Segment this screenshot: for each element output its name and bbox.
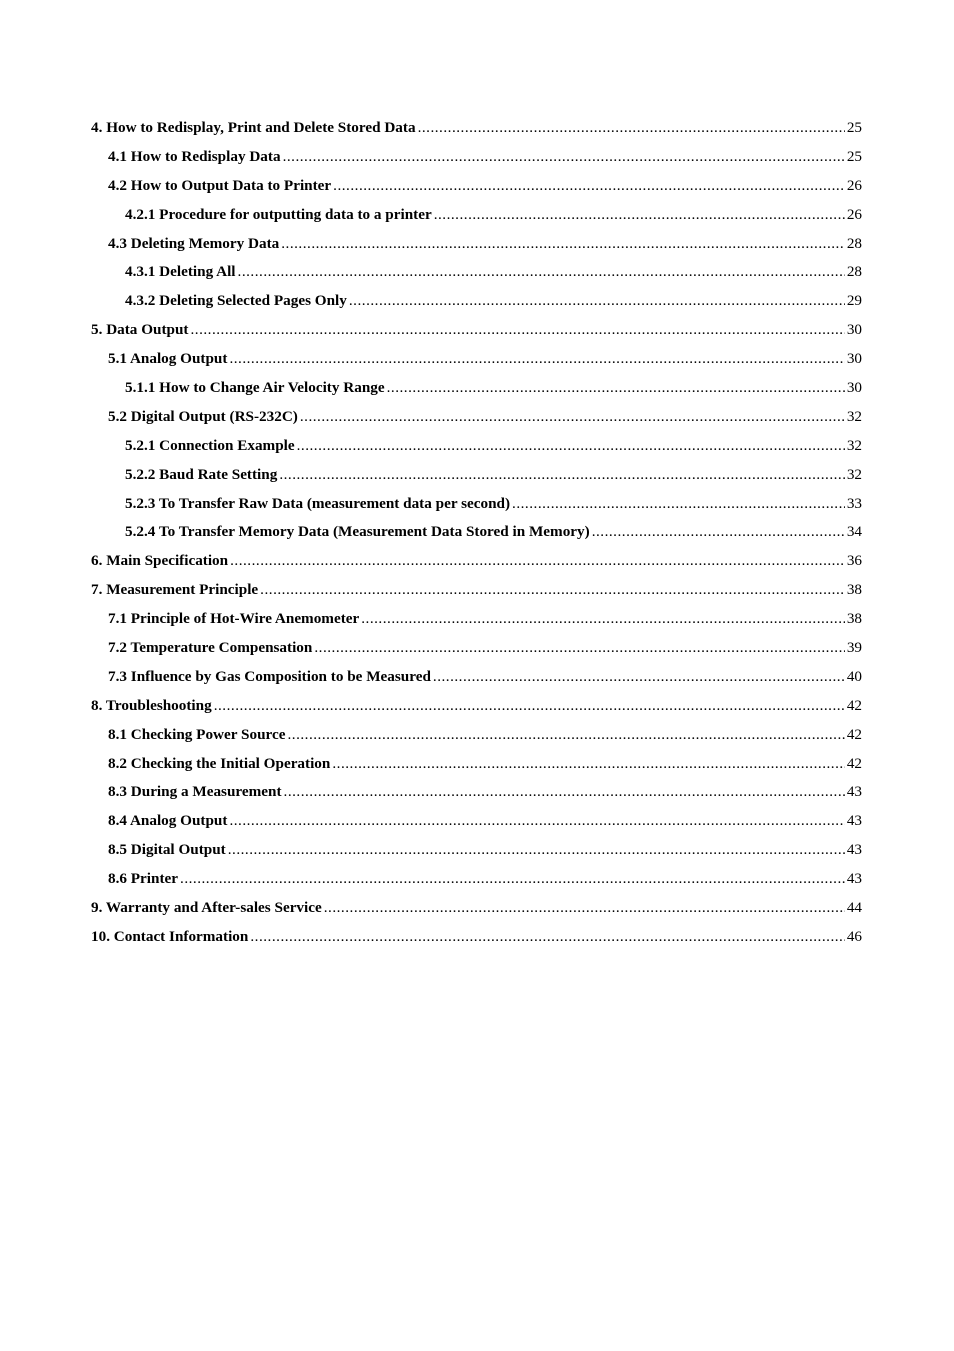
toc-entry-page: 33 bbox=[846, 494, 862, 512]
toc-entry-page: 30 bbox=[846, 379, 862, 397]
toc-leader-dots bbox=[238, 258, 845, 287]
toc-leader-dots bbox=[361, 605, 845, 634]
toc-entry-page: 43 bbox=[846, 783, 862, 801]
toc-leader-dots bbox=[230, 547, 845, 576]
toc-entry-page: 34 bbox=[846, 523, 862, 541]
toc-entry-title: 8.1 Checking Power Source bbox=[108, 725, 286, 743]
toc-entry-page: 32 bbox=[846, 407, 862, 425]
toc-entry-page: 29 bbox=[846, 292, 862, 310]
toc-entry-title: 4.1 How to Redisplay Data bbox=[108, 147, 281, 165]
toc-entry[interactable] bbox=[91, 143, 862, 172]
toc-entry[interactable] bbox=[91, 201, 862, 230]
toc-entry-title: 4.3 Deleting Memory Data bbox=[108, 234, 280, 252]
toc-leader-dots bbox=[512, 490, 845, 519]
toc-entry-title: 8.2 Checking the Initial Operation bbox=[108, 754, 331, 772]
toc-entry-page: 32 bbox=[846, 436, 862, 454]
toc-entry[interactable] bbox=[91, 894, 862, 923]
toc-leader-dots bbox=[287, 721, 844, 750]
toc-entry-page: 28 bbox=[846, 263, 862, 281]
toc-leader-dots bbox=[433, 663, 845, 692]
toc-entry-title: 5.1 Analog Output bbox=[108, 350, 228, 368]
toc-entry-page: 42 bbox=[846, 696, 862, 714]
toc-leader-dots bbox=[228, 836, 845, 865]
toc-entry-page: 38 bbox=[846, 610, 862, 628]
toc-entry-title: 7.2 Temperature Compensation bbox=[108, 639, 313, 657]
toc-entry[interactable] bbox=[91, 403, 862, 432]
toc-leader-dots bbox=[279, 461, 845, 490]
toc-entry-title: 4. How to Redisplay, Print and Delete Stored Data bbox=[91, 119, 416, 136]
toc-entry-title: 5.2.3 To Transfer Raw Data (measurement data per second) bbox=[125, 494, 511, 512]
toc-entry-title: 4.2 How to Output Data to Printer bbox=[108, 176, 332, 194]
toc-entry-title: 7.1 Principle of Hot-Wire Anemometer bbox=[108, 610, 360, 628]
toc-entry-title: 4.3.2 Deleting Selected Pages Only bbox=[125, 292, 347, 310]
toc-entry-title: 4.3.1 Deleting All bbox=[125, 263, 236, 281]
toc-leader-dots bbox=[214, 692, 845, 721]
toc-entry-page: 46 bbox=[846, 927, 862, 945]
toc-entry[interactable] bbox=[91, 374, 862, 403]
toc-entry-title: 8.5 Digital Output bbox=[108, 841, 226, 859]
toc-leader-dots bbox=[332, 750, 844, 779]
toc-entry-title: 5.2 Digital Output (RS-232C) bbox=[108, 407, 298, 425]
toc-entry-title: 8.3 During a Measurement bbox=[108, 783, 282, 801]
toc-entry-page: 43 bbox=[846, 841, 862, 859]
toc-entry-title: 8. Troubleshooting bbox=[91, 696, 212, 714]
toc-entry-page: 39 bbox=[846, 639, 862, 657]
toc-entry[interactable] bbox=[91, 432, 862, 461]
toc-entry-title: 8.6 Printer bbox=[108, 870, 179, 888]
toc-entry[interactable] bbox=[91, 287, 862, 316]
toc-entry[interactable] bbox=[91, 923, 862, 952]
toc-entry[interactable] bbox=[91, 865, 862, 894]
toc-leader-dots bbox=[190, 316, 844, 345]
toc-entry-page: 42 bbox=[846, 754, 862, 772]
toc-entry-page: 30 bbox=[846, 350, 862, 368]
toc-leader-dots bbox=[180, 865, 845, 894]
toc-entry[interactable] bbox=[91, 490, 862, 519]
toc-entry[interactable] bbox=[91, 634, 862, 663]
toc-leader-dots bbox=[314, 634, 844, 663]
toc-entry[interactable] bbox=[91, 750, 862, 779]
toc-leader-dots bbox=[333, 172, 845, 201]
toc-entry-title: 8.4 Analog Output bbox=[108, 812, 228, 830]
table-of-contents bbox=[91, 114, 862, 952]
toc-leader-dots bbox=[281, 230, 845, 259]
toc-entry[interactable] bbox=[91, 230, 862, 259]
toc-leader-dots bbox=[283, 143, 845, 172]
toc-entry-title: 9. Warranty and After-sales Service bbox=[91, 899, 322, 917]
toc-leader-dots bbox=[300, 403, 845, 432]
toc-entry-page: 26 bbox=[846, 176, 862, 194]
toc-entry-page: 40 bbox=[846, 667, 862, 685]
toc-entry-page: 44 bbox=[846, 899, 862, 917]
toc-entry-title: 5. Data Output bbox=[91, 321, 189, 339]
toc-leader-dots bbox=[349, 287, 845, 316]
toc-entry-page: 25 bbox=[846, 147, 862, 165]
toc-entry[interactable] bbox=[91, 172, 862, 201]
toc-entry-page: 32 bbox=[846, 465, 862, 483]
toc-entry[interactable] bbox=[91, 663, 862, 692]
toc-entry[interactable] bbox=[91, 778, 862, 807]
toc-entry[interactable] bbox=[91, 721, 862, 750]
toc-entry[interactable] bbox=[91, 114, 862, 143]
toc-leader-dots bbox=[229, 345, 844, 374]
toc-entry[interactable] bbox=[91, 518, 862, 547]
toc-entry-title: 5.2.2 Baud Rate Setting bbox=[125, 465, 278, 483]
toc-entry-page: 28 bbox=[846, 234, 862, 252]
toc-entry[interactable] bbox=[91, 605, 862, 634]
toc-entry-title: 6. Main Specification bbox=[91, 552, 229, 570]
toc-entry-title: 5.2.1 Connection Example bbox=[125, 436, 295, 454]
toc-leader-dots bbox=[592, 518, 845, 547]
toc-entry[interactable] bbox=[91, 836, 862, 865]
toc-entry[interactable] bbox=[91, 692, 862, 721]
toc-entry-page: 26 bbox=[846, 205, 862, 223]
toc-leader-dots bbox=[229, 807, 844, 836]
toc-entry-page: 25 bbox=[846, 119, 862, 136]
toc-entry-title: 7.3 Influence by Gas Composition to be Measured bbox=[108, 667, 431, 685]
toc-entry-title: 5.2.4 To Transfer Memory Data (Measurement Data Stored in Memory) bbox=[125, 523, 590, 541]
toc-leader-dots bbox=[260, 576, 845, 605]
toc-entry-page: 38 bbox=[846, 581, 862, 599]
toc-entry-page: 36 bbox=[846, 552, 862, 570]
toc-leader-dots bbox=[418, 114, 845, 143]
toc-entry[interactable] bbox=[91, 258, 862, 287]
toc-entry-title: 10. Contact Information bbox=[91, 927, 249, 945]
toc-entry-page: 43 bbox=[846, 812, 862, 830]
toc-entry-page: 30 bbox=[846, 321, 862, 339]
toc-leader-dots bbox=[434, 201, 845, 230]
toc-entry[interactable] bbox=[91, 345, 862, 374]
toc-entry-page: 42 bbox=[846, 725, 862, 743]
toc-leader-dots bbox=[324, 894, 845, 923]
toc-entry-page: 43 bbox=[846, 870, 862, 888]
toc-entry[interactable] bbox=[91, 576, 862, 605]
toc-entry-title: 4.2.1 Procedure for outputting data to a printer bbox=[125, 205, 432, 223]
toc-entry[interactable] bbox=[91, 807, 862, 836]
toc-leader-dots bbox=[284, 778, 845, 807]
toc-leader-dots bbox=[250, 923, 844, 952]
toc-entry-title: 7. Measurement Principle bbox=[91, 581, 259, 599]
toc-leader-dots bbox=[387, 374, 845, 403]
toc-entry[interactable] bbox=[91, 461, 862, 490]
toc-entry[interactable] bbox=[91, 547, 862, 576]
toc-leader-dots bbox=[297, 432, 845, 461]
toc-entry[interactable] bbox=[91, 316, 862, 345]
toc-entry-title: 5.1.1 How to Change Air Velocity Range bbox=[125, 379, 385, 397]
